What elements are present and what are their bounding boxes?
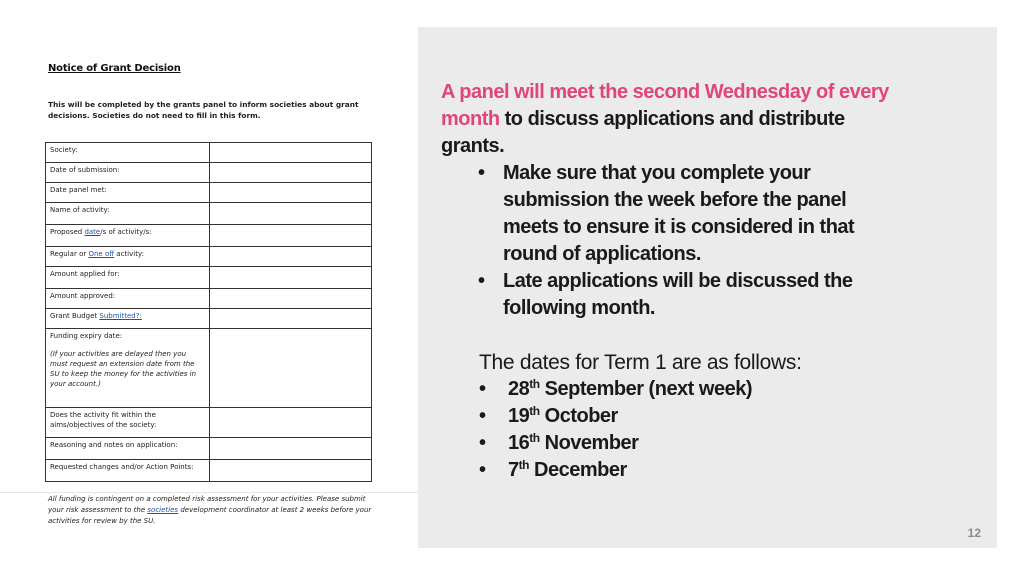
form-table (45, 142, 372, 482)
form-intro: This will be completed by the grants panel to inform societies about grant decisions. Societies do not need to fill in this form. (48, 100, 359, 120)
table-row: Grant Budget Submitted?: (46, 309, 372, 329)
bullet-icon: • (479, 432, 486, 454)
date-item: • 7th December (441, 457, 891, 484)
table-row: Date panel met: (46, 183, 372, 203)
highlight-text: A panel will meet the second Wednesday of every month (441, 81, 889, 130)
bullet-icon: • (478, 270, 485, 292)
bullet-icon: • (479, 459, 486, 481)
table-row: Name of activity: (46, 203, 372, 225)
date-item: • 16th November (441, 430, 891, 457)
table-row: Funding expiry date: (If your activities are delayed then you must request an extension date from the SU to keep the money for the activities in your account.) (46, 329, 372, 408)
form-footer-note: All funding is contingent on a completed risk assessment for your activities. Please submit your risk assessment to the societies development coordinator at least 2 weeks before your activities for review by the SU. (48, 495, 372, 525)
bullet-icon: • (479, 378, 486, 400)
info-text (441, 79, 891, 484)
divider (0, 492, 418, 493)
table-row: Requested changes and/or Action Points: (46, 460, 372, 482)
info-panel (418, 27, 997, 548)
table-row: Reasoning and notes on application: (46, 438, 372, 460)
bullet-icon: • (478, 162, 485, 184)
table-row: Does the activity fit within the aims/objectives of the society: (46, 408, 372, 438)
table-row: Amount approved: (46, 289, 372, 309)
lead-paragraph: A panel will meet the second Wednesday of every month to discuss applications and distribute grants. (441, 81, 889, 157)
table-row: Date of submission: (46, 163, 372, 183)
table-row: Society: (46, 143, 372, 163)
bullet-icon: • (479, 405, 486, 427)
dates-heading: The dates for Term 1 are as follows: (479, 351, 802, 374)
date-item: • 19th October (441, 403, 891, 430)
table-row: Amount applied for: (46, 267, 372, 289)
table-row: Proposed date/s of activity/s: (46, 225, 372, 247)
table-row: Regular or One off activity: (46, 247, 372, 267)
date-item: • 28th September (next week) (441, 376, 891, 403)
page-number: 12 (967, 526, 981, 540)
list-item: • Make sure that you complete your submission the week before the panel meets to ensure it is considered in that round of applications. (478, 162, 855, 265)
grant-decision-form (0, 0, 418, 576)
form-title: Notice of Grant Decision (48, 63, 181, 74)
list-item: • Late applications will be discussed the following month. (478, 270, 853, 319)
